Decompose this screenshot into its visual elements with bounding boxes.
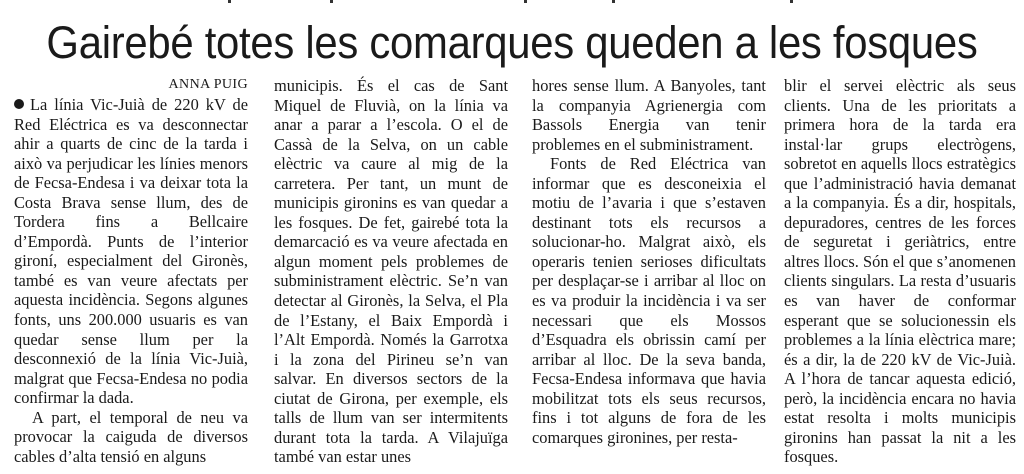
article-column-4	[784, 76, 1016, 474]
article-column-1	[14, 76, 248, 474]
article-paragraph: blir el servei elèctric als seus clients. Una de les prioritats a primera hora de la tarda era instal·lar grups electrògens, sobretot en aquells llocs estratègics que l’administració havia demanat a la companyia. És a dir, hospitals, depuradores, centres de les forces de seguretat i geriàtrics, entre altres llocs. Són el que s’anomenen clients singulars. La resta d’usuaris es van haver de conformar esperant que se solucionessin els problemes a la línia elèctrica mare; és a dir, la de 220 kV de Vic-Juià. A l’hora de tancar aquesta edició, però, la incidència encara no havia estat resolta i molts municipis gironins han passat la nit a les fosques.	[784, 76, 1016, 467]
lead-paragraph-text: La línia Vic-Juià de 220 kV de Red Eléctrica es va desconnectar ahir a quarts de cinc de la tarda i això va perjudicar les línies menors de Fecsa-Endesa i va deixar tota la Costa Brava sense llum, des de Tordera fins a Bellcaire d’Empordà. Punts de l’interior gironí, especialment del Gironès, també es van veure afectats per aquesta incidència. Segons algunes fonts, uns 200.000 usuaris es van quedar sense llum per la desconnexió de la línia Vic-Juià, malgrat que Fecsa-Endesa no podia confirmar la dada.	[14, 95, 248, 408]
article-paragraph: hores sense llum. A Banyoles, tant la companyia Agrienergia com Bassols Energia van tenir problemes en el subministrament.	[532, 76, 766, 154]
article-column-2	[274, 76, 508, 474]
article-paragraph: municipis. És el cas de Sant Miquel de Fluvià, on la línia va anar a parar a l’escola. O el de Cassà de la Selva, on un cable elèctric va caure al mig de la carretera. Per tant, un munt de municipis gironins es van quedar a les fosques. De fet, gairebé tota la demarcació es va veure afectada en algun moment pels problemes de subministrament elèctric. Se’n van detectar al Gironès, la Selva, el Pla de l’Estany, el Baix Empordà i l’Alt Empordà. Només la Garrotxa i la zona del Pirineu se’n van salvar. En diversos sectors de la ciutat de Girona, per exemple, els talls de llum van ser intermitents durant tota la tarda. A Vilajuïga també van estar unes	[274, 76, 508, 467]
article-paragraph: Fonts de Red Eléctrica van informar que es desconeixia el motiu de l’avaria i que s’estaven destinant tots els recursos a solucionar-ho. Malgrat això, els operaris tenien serioses dificultats per desplaçar-se i arribar al lloc on es va produir la incidència i va ser necessari que els Mossos d’Esquadra els obrissin camí per arribar al lloc. De la seva banda, Fecsa-Endesa informava que havia mobilitzat tots els seus recursos, fins i tot alguns de fora de les comarques gironines, per resta-	[532, 154, 766, 447]
byline: ANNA PUIG	[168, 77, 248, 92]
bullet-icon	[14, 99, 24, 109]
article-paragraph: A part, el temporal de neu va provocar la caiguda de diversos cables d’alta tensió en alguns	[14, 407, 248, 466]
article-column-3	[532, 76, 766, 474]
headline: Gairebé totes les comarques queden a les fosques	[46, 17, 978, 68]
top-decorative-rule	[0, 0, 1024, 6]
lead-paragraph	[14, 95, 248, 408]
